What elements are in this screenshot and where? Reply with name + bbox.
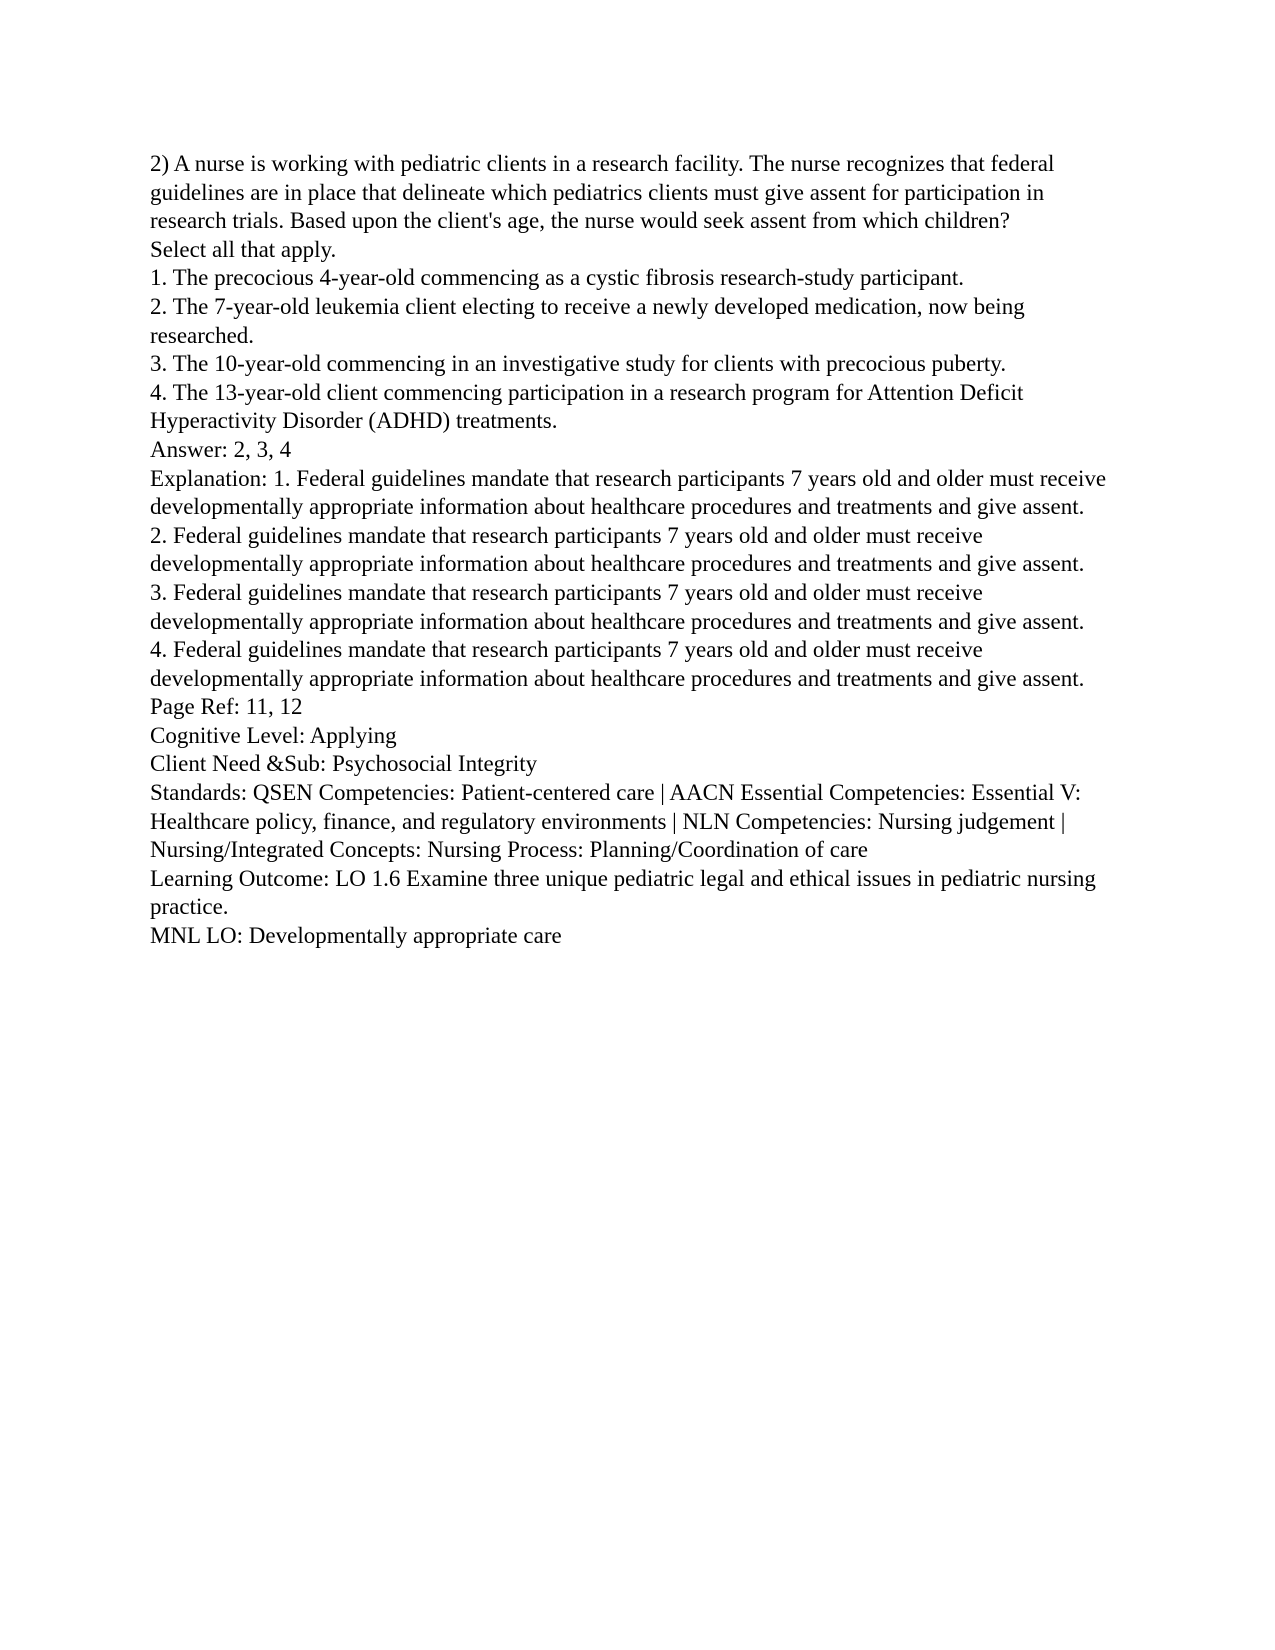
cognitive-level: Cognitive Level: Applying	[150, 722, 397, 748]
explanation-4: 4. Federal guidelines mandate that research participants 7 years old and older must receive developmentally appropriate information about healthcare procedures and treatments and give assent.	[150, 637, 1085, 691]
client-need: Client Need &Sub: Psychosocial Integrity	[150, 751, 538, 777]
explanation-3: 3. Federal guidelines mandate that research participants 7 years old and older must receive developmentally appropriate information about healthcare procedures and treatments and give assent.	[150, 579, 1085, 634]
answer: Answer: 2, 3, 4	[150, 436, 292, 462]
mnl-lo: MNL LO: Developmentally appropriate care	[150, 923, 562, 949]
learning-outcome: Learning Outcome: LO 1.6 Examine three unique pediatric legal and ethical issues in pediatric nursing practice.	[150, 865, 1096, 920]
question-instruction: Select all that apply.	[150, 236, 337, 262]
document-page	[150, 150, 1125, 951]
question-stem: 2) A nurse is working with pediatric clients in a research facility. The nurse recognizes that federal guidelines are in place that delineate which pediatrics clients must give assent for participation in research trials. Based upon the client's age, the nurse would seek assent from which children?	[150, 151, 1055, 234]
standards: Standards: QSEN Competencies: Patient-centered care | AACN Essential Competencies: Essential V: Healthcare policy, finance, and regulatory environments | NLN Competencies: Nursing judgement | Nursing/Integrated Concepts: Nursing Process: Planning/Coordination of care	[150, 780, 1082, 863]
option-1: 1. The precocious 4-year-old commencing as a cystic fibrosis research-study participant.	[150, 265, 965, 291]
option-3: 3. The 10-year-old commencing in an investigative study for clients with precocious puberty.	[150, 351, 1007, 377]
explanation-2: 2. Federal guidelines mandate that research participants 7 years old and older must receive developmentally appropriate information about healthcare procedures and treatments and give assent.	[150, 522, 1085, 577]
explanation-1: Explanation: 1. Federal guidelines mandate that research participants 7 years old and older must receive developmentally appropriate information about healthcare procedures and treatments and give assent.	[150, 465, 1107, 520]
option-4: 4. The 13-year-old client commencing participation in a research program for Attention Deficit Hyperactivity Disorder (ADHD) treatments.	[150, 379, 1024, 434]
option-2: 2. The 7-year-old leukemia client electing to receive a newly developed medication, now being researched.	[150, 293, 1025, 348]
page-ref: Page Ref: 11, 12	[150, 694, 303, 720]
